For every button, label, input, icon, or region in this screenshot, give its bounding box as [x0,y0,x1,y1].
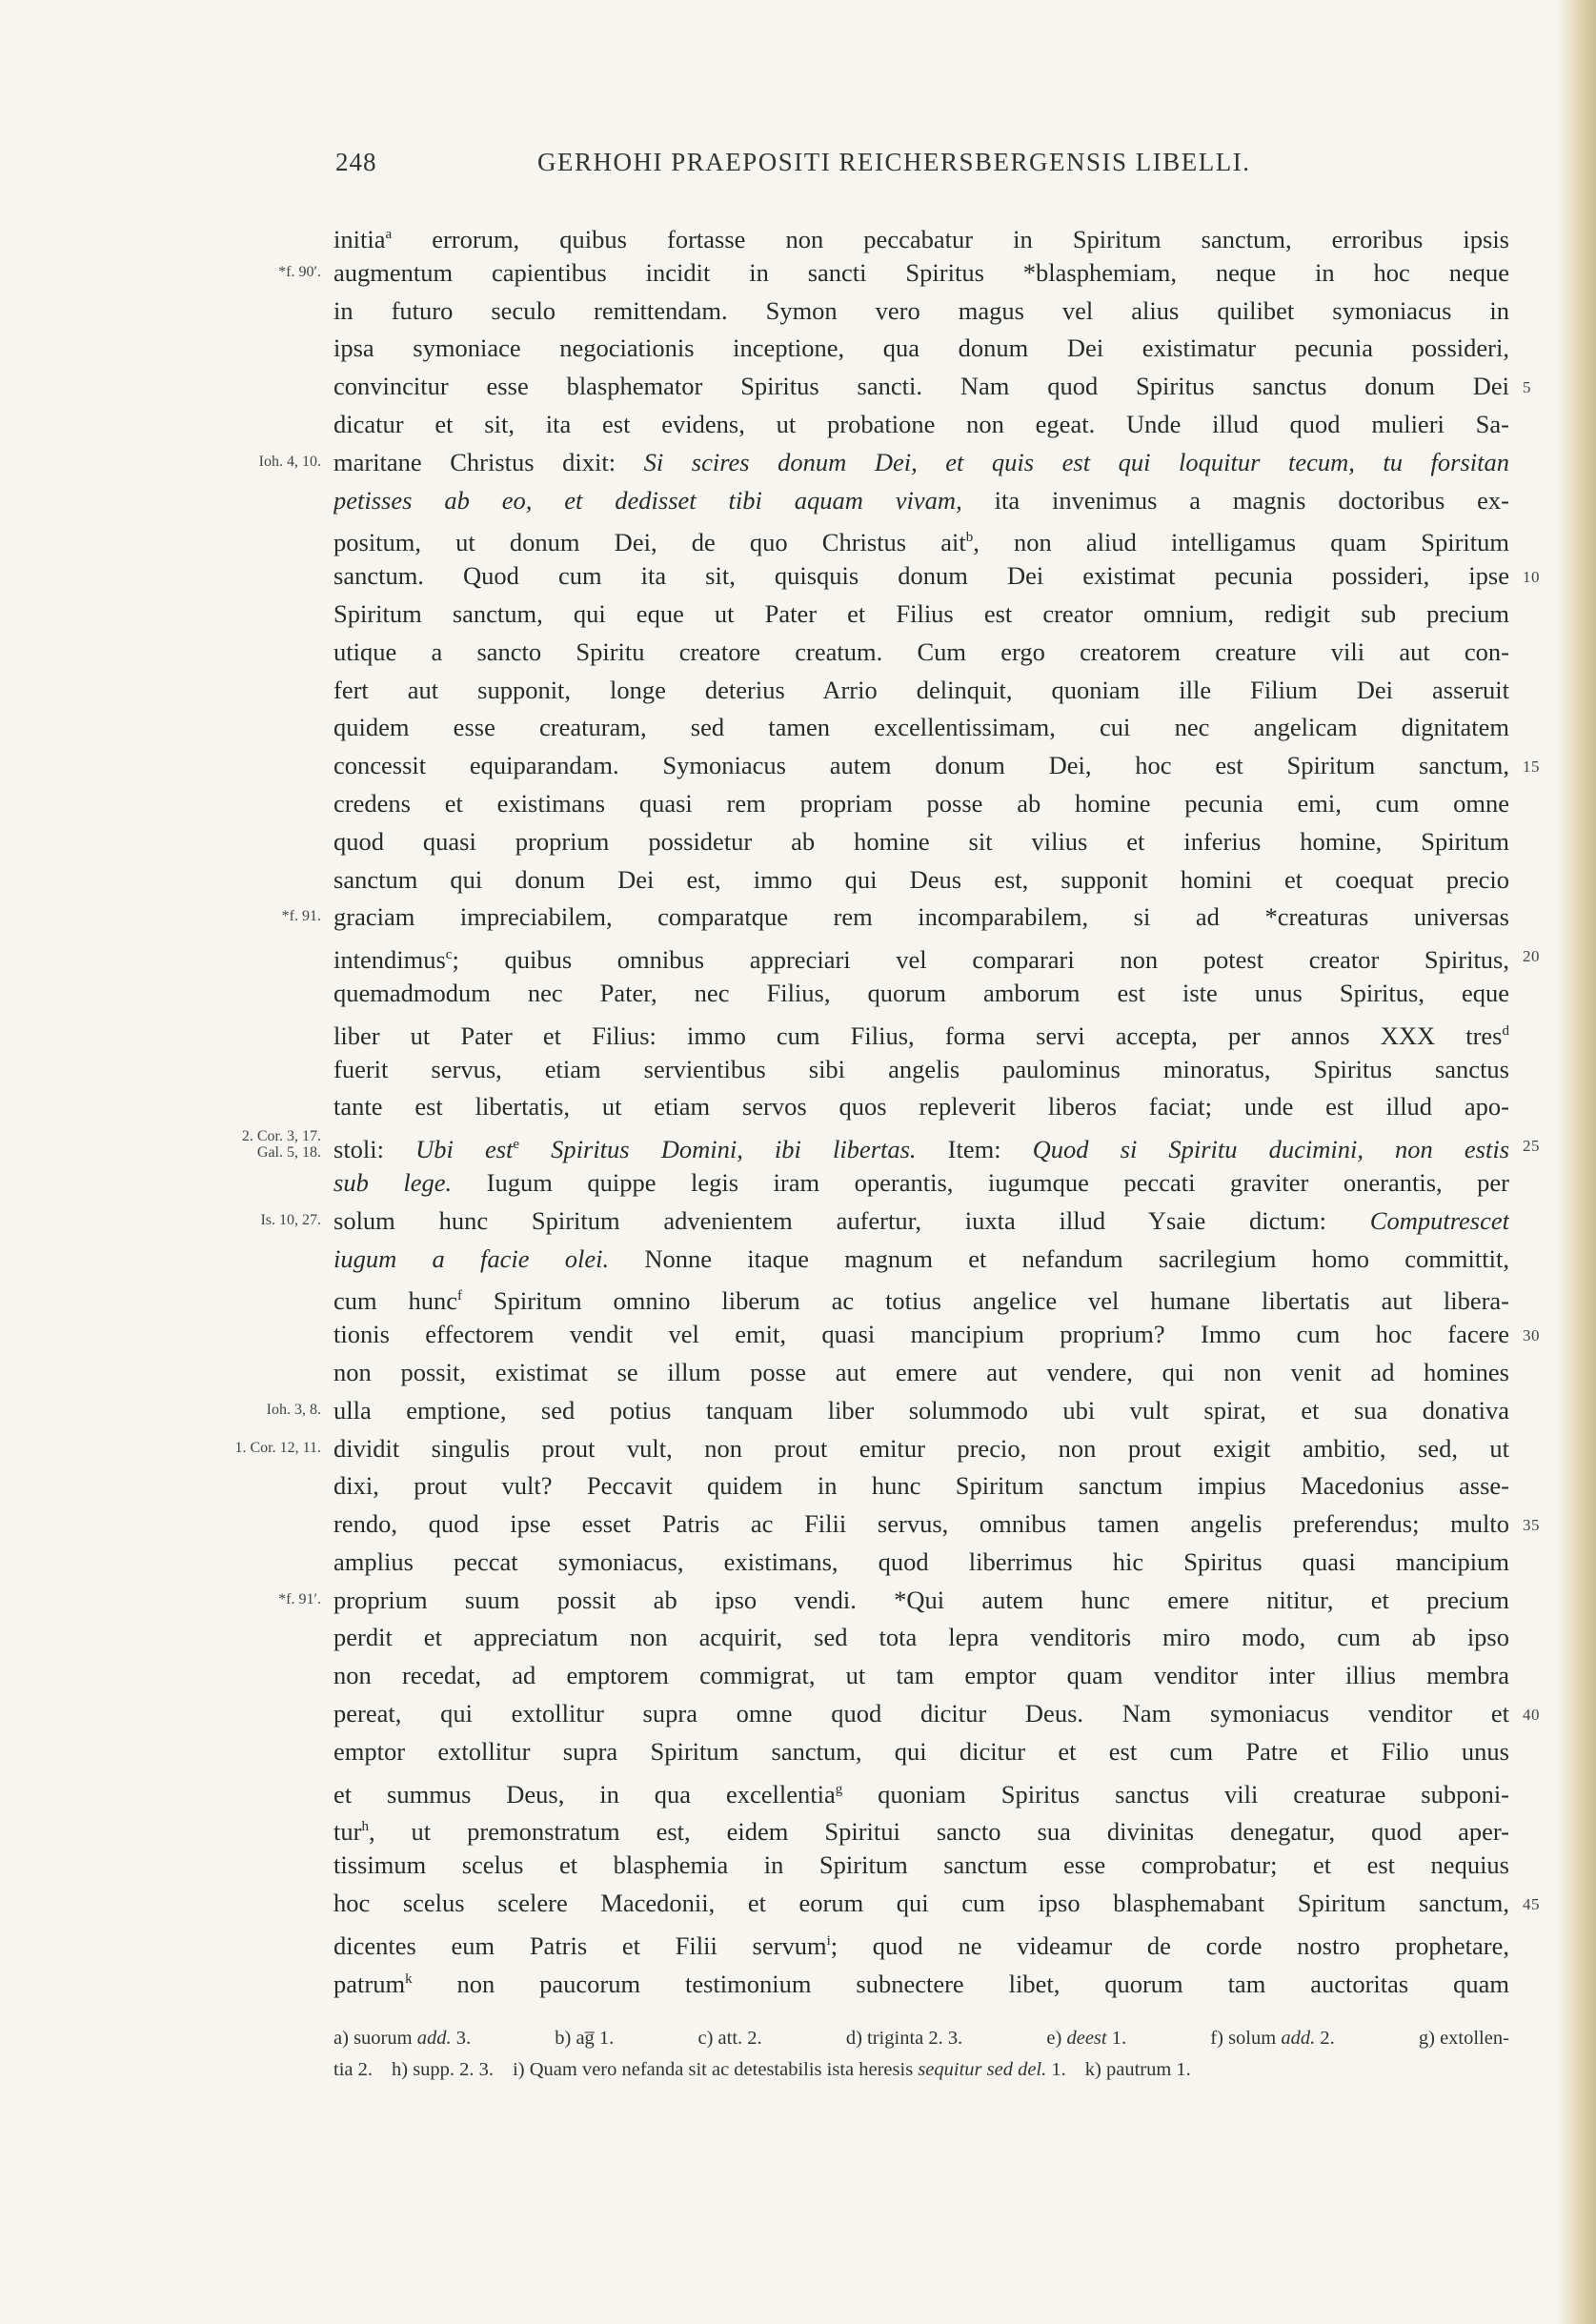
text-line [0,444,1596,482]
text-line [0,1619,1596,1657]
text-span: dicatur et sit, ita est evidens, ut probatione non egeat. Unde illud quod mulieri Sa- [333,409,1509,438]
footnote [697,2023,761,2054]
line-text [333,330,1509,368]
footnote-marker: c [445,947,453,963]
text-span: convincitur esse blasphemator Spiritus sancti. Nam quod Spiritus sanctus donum Dei [333,372,1509,401]
text-span: patrum [333,1969,406,1998]
line-text [333,1392,1509,1430]
line-text [333,1771,1509,1814]
margin-reference [242,1128,321,1161]
text-span: dicentes eum Patris et Filii servum [333,1930,827,1960]
line-text [333,519,1509,562]
text-span: proprium suum possit ab ipso vendi. *Qui autem hunc emere nititur, et precium [333,1585,1509,1614]
text-line [0,1733,1596,1771]
margin-reference-text: *f. 90′. [278,263,321,280]
text-line [0,975,1596,1013]
line-text [333,1430,1509,1468]
text-line [0,1923,1596,1961]
text-line [0,1241,1596,1279]
line-text [333,709,1509,747]
line-text [333,1051,1509,1089]
text-line [0,1088,1596,1126]
text-line [0,216,1596,254]
line-text [333,975,1509,1013]
text-span: quoniam Spiritus sanctus vili creaturae subponi- [842,1779,1509,1809]
text-line [0,482,1596,520]
italic-quotation: Spiritus Domini, ibi libertas. [519,1135,917,1164]
line-text [333,1657,1509,1695]
text-line [0,1430,1596,1468]
text-span: non possit, existimat se illum posse aut emere aut vendere, qui non venit ad homines [333,1357,1509,1386]
text-line [0,1657,1596,1695]
text-span: quidem esse creaturam, sed tamen excellentissimam, cui nec angelicam dignitatem [333,713,1509,742]
footnote-label: c) [697,2028,714,2049]
text-line [0,709,1596,747]
text-line [0,1961,1596,1999]
line-text [333,1202,1509,1241]
text-span: graciam impreciabilem, comparatque rem incomparabilem, si ad *creaturas universas [333,902,1509,932]
line-text [333,1126,1509,1169]
margin-reference-text: Ioh. 4, 10. [258,453,321,470]
line-number: 45 [1523,1895,1540,1914]
text-span: ulla emptione, sed potius tanquam liber solummodo ubi vult spirat, et sua donativa [333,1395,1509,1425]
footnote [1046,2023,1126,2054]
line-text [333,1847,1509,1885]
text-span: ; quibus omnibus appreciari vel comparari non potest creator Spiritus, [452,945,1509,975]
footnote-text: 2. [1320,2028,1335,2049]
text-line [0,1467,1596,1506]
footnote-text: solum [1228,2028,1277,2049]
text-span: tissimum scelus et blasphemia in Spiritum sanctum esse comprobatur; et est nequius [333,1850,1509,1880]
margin-reference [282,908,321,924]
line-text [333,672,1509,710]
italic-quotation: Computrescet [1369,1205,1509,1235]
text-span: sanctum qui donum Dei est, immo qui Deus est, supponit homini et coequat precio [333,864,1509,894]
text-span: ita invenimus a magnis doctoribus ex- [961,485,1509,515]
line-text [333,482,1509,520]
footnote [1419,2023,1509,2054]
text-span: quod quasi proprium possidetur ab homine sit vilius et inferius homine, Spiritum [333,826,1509,856]
footnote-label: k) [1084,2059,1101,2080]
line-text [333,1164,1509,1202]
margin-reference-text: Gal. 5, 18. [256,1144,321,1162]
text-line [0,1809,1596,1847]
footnote-text: suorum [354,2028,413,2049]
text-line [0,899,1596,937]
line-number: 10 [1523,568,1540,587]
margin-reference-text: *f. 91. [281,908,321,925]
footnote-text: tia 2. [333,2059,373,2080]
line-text [333,1354,1509,1392]
text-span: dixi, prout vult? Peccavit quidem in hunc Spiritum sanctum impius Macedonius asse- [333,1471,1509,1501]
margin-reference-text: 1. Cor. 12, 11. [234,1439,321,1456]
line-text [333,861,1509,899]
line-text [333,1923,1509,1966]
text-span: pereat, qui extollitur supra omne quod dicitur Deus. Nam symoniacus venditor et [333,1699,1509,1728]
text-span: Spiritum omnino liberum ac totius angelice vel humane libertatis aut libera- [462,1286,1509,1316]
text-span: ipsa symoniace negociationis inceptione, qua donum Dei existimatur pecunia possideri, [333,333,1509,363]
footnote-italic: deest [1066,2028,1107,2049]
footnote [333,2023,471,2054]
text-line [0,1013,1596,1051]
line-text [333,1088,1509,1126]
footnote-italic: add. [416,2028,452,2049]
footnote-text: ag̅ 1. [576,2028,615,2049]
italic-quotation: Ubi est [415,1135,514,1164]
text-line [0,368,1596,406]
text-span: solum hunc Spiritum advenientem aufertur, iuxta illud Ysaie dictum: [333,1205,1370,1235]
text-span: intendimus [333,945,446,975]
line-number: 40 [1523,1706,1540,1725]
line-text [333,634,1509,672]
text-line [0,1126,1596,1164]
running-header [335,148,1288,186]
footnote-marker: f [457,1288,463,1304]
text-line [0,596,1596,634]
line-text [333,1013,1509,1056]
line-text [333,1544,1509,1582]
italic-quotation: iugum a facie olei. [333,1243,610,1273]
text-line [0,1316,1596,1354]
line-text [333,406,1509,444]
line-text [333,823,1509,861]
footnote-italic: add. [1281,2028,1316,2049]
text-span: fuerit servus, etiam servientibus sibi angelis paulominus minoratus, Spiritus sanctus [333,1054,1509,1083]
text-line [0,330,1596,368]
text-span: initia [333,225,386,253]
footnote [373,2059,494,2080]
text-span: positum, ut donum Dei, de quo Christus ait [333,528,966,557]
line-number: 35 [1523,1516,1540,1535]
margin-reference [260,1212,321,1228]
text-span: in futuro seculo remittendam. Symon vero magus vel alius quilibet symoniacus in [333,295,1509,325]
footnote-row [333,2054,1509,2086]
text-line [0,406,1596,444]
line-text [333,1961,1509,2004]
text-line [0,1278,1596,1316]
text-span: Spiritum sanctum, qui eque ut Pater et Filius est creator omnium, redigit sub precium [333,598,1509,628]
line-text [333,557,1509,596]
text-line [0,785,1596,823]
footnote-label: b) [555,2028,572,2049]
line-text [333,899,1509,937]
text-line [0,747,1596,785]
margin-reference-text: 2. Cor. 3, 17. [241,1128,321,1145]
footnote-text: extollen- [1440,2028,1509,2049]
footnote-label: e) [1046,2028,1062,2049]
text-span: non paucorum testimonium subnectere libet, quorum tam auctoritas quam [412,1969,1509,1998]
line-text [333,1619,1509,1657]
line-text [333,596,1509,634]
text-span: quemadmodum nec Pater, nec Filius, quorum amborum est iste unus Spiritus, eque [333,978,1509,1007]
italic-quotation: petisses ab eo, et dedisset tibi aquam vivam, [333,485,962,515]
footnote-text: 1. [1051,2059,1066,2080]
footnote [1066,2059,1191,2080]
line-text [333,254,1509,293]
footnote-text: Quam vero nefanda sit ac detestabilis ista heresis [529,2059,914,2080]
text-span: non recedat, ad emptorem commigrat, ut tam emptor quam venditor inter illius membra [333,1661,1509,1690]
footnote-label: f) [1210,2028,1223,2049]
footnote-text: supp. 2. 3. [413,2059,495,2080]
page-number: 248 [335,148,377,176]
line-text [333,1582,1509,1620]
line-text [333,1885,1509,1923]
footnote-text: triginta 2. 3. [867,2028,963,2049]
text-span: cum hunc [333,1286,458,1316]
footnote-marker: k [405,1970,413,1987]
text-line [0,1695,1596,1733]
footnote [846,2023,962,2054]
line-text [333,785,1509,823]
italic-quotation: Quod si Spiritu ducimini, non estis [1032,1135,1509,1164]
running-title: GERHOHI PRAEPOSITI REICHERSBERGENSIS LIBELLI. [537,148,1251,176]
text-line [0,1164,1596,1202]
text-span: dividit singulis prout vult, non prout emitur precio, non prout exigit ambitio, sed, ut [333,1433,1509,1463]
italic-quotation: Si scires donum Dei, et quis est qui loquitur tecum, tu forsitan [643,447,1509,476]
line-number: 25 [1523,1137,1540,1156]
text-line [0,1544,1596,1582]
line-text [333,1278,1509,1321]
line-text [333,293,1509,331]
margin-reference [234,1440,321,1456]
footnote-marker: a [385,227,393,242]
margin-reference [278,264,321,280]
text-span: sanctum. Quod cum ita sit, quisquis donum Dei existimat pecunia possideri, ipse [333,561,1509,591]
footnote-text: 3. [455,2028,472,2049]
text-line [0,1771,1596,1809]
footnotes [333,2023,1509,2086]
text-line [0,1506,1596,1544]
text-span: maritane Christus dixit: [333,447,644,476]
margin-reference-text: Ioh. 3, 8. [266,1401,321,1418]
footnote-row [333,2023,1509,2054]
line-text [333,1506,1509,1544]
footnote-text: att. 2. [717,2028,762,2049]
text-span: Item: [916,1135,1033,1164]
text-span: tur [333,1817,362,1847]
footnote-italic: sequitur sed del. [918,2059,1047,2080]
text-span: augmentum capientibus incidit in sancti Spiritus *blasphemiam, neque in hoc neque [333,257,1509,287]
text-line [0,1354,1596,1392]
margin-reference-text: *f. 91′. [278,1590,321,1607]
text-line [0,1392,1596,1430]
text-span: emptor extollitur supra Spiritum sanctum, qui dicitur et est cum Patre et Filio unus [333,1736,1509,1766]
line-text [333,1695,1509,1733]
text-span: concessit equiparandam. Symoniacus autem donum Dei, hoc est Spiritum sanctum, [333,751,1509,780]
text-line [0,254,1596,293]
footnote-marker: b [965,530,974,546]
footnote-marker: h [361,1819,369,1835]
line-text [333,1733,1509,1771]
line-text [333,747,1509,785]
line-number: 15 [1523,758,1540,777]
text-span: stoli: [333,1135,416,1164]
text-span: , ut premonstratum est, eidem Spiritui sancto sua divinitas denegatur, quod aper- [368,1817,1509,1847]
text-span: Nonne itaque magnum et nefandum sacrilegium homo committit, [609,1243,1509,1273]
line-text [333,1467,1509,1506]
text-span: liber ut Pater et Filius: immo cum Filius, forma servi accepta, per annos XXX tres [333,1021,1503,1050]
margin-reference-text: Is. 10, 27. [260,1211,321,1228]
footnote-label: h) [392,2059,409,2080]
footnote-marker: i [826,1932,831,1949]
margin-reference [267,1402,321,1418]
footnote-text: pautrum 1. [1105,2059,1191,2080]
text-span: errorum, quibus fortasse non peccabatur in Spiritum sanctum, erroribus ipsis [392,225,1509,253]
footnote [1210,2023,1334,2054]
text-line [0,861,1596,899]
footnote-marker: d [1502,1022,1509,1039]
text-line [0,634,1596,672]
text-span: Iugum quippe legis iram operantis, iugumque peccati graviter onerantis, per [452,1167,1509,1197]
text-line [0,1202,1596,1241]
text-span: credens et existimans quasi rem propriam posse ab homine pecunia emi, cum omne [333,788,1509,818]
text-span: amplius peccat symoniacus, existimans, quod liberrimus hic Spiritus quasi mancipium [333,1546,1509,1576]
italic-quotation: sub lege. [333,1167,453,1197]
footnote-label: d) [845,2028,862,2049]
main-text [0,216,1596,1998]
line-text [333,1809,1509,1851]
text-span: utique a sancto Spiritu creatore creatum. Cum ergo creatorem creature vili aut con- [333,637,1509,666]
text-line [0,672,1596,710]
text-span: perdit et appreciatum non acquirit, sed tota lepra venditoris miro modo, cum ab ipso [333,1623,1509,1652]
text-line [0,1582,1596,1620]
text-line [0,519,1596,557]
text-line [0,823,1596,861]
footnote-text: 1. [1111,2028,1127,2049]
text-span: tante est libertatis, ut etiam servos quos repleverit liberos faciat; unde est illud apo- [333,1092,1509,1122]
text-line [0,557,1596,596]
footnote-label: g) [1418,2028,1435,2049]
line-text [333,216,1509,259]
text-line [0,1885,1596,1923]
text-span: tionis effectorem vendit vel emit, quasi mancipium proprium? Immo cum hoc facere [333,1320,1509,1349]
line-number: 5 [1523,378,1531,397]
line-text [333,368,1509,406]
footnote [333,2059,373,2080]
text-span: rendo, quod ipse esset Patris ac Filii servus, omnibus tamen angelis preferendus; multo [333,1509,1509,1539]
margin-reference [259,454,321,470]
footnote-label: i) [513,2059,525,2080]
line-text [333,937,1509,980]
footnote-label: a) [333,2028,349,2049]
footnote-marker: g [835,1781,843,1797]
text-span: et summus Deus, in qua excellentia [333,1779,836,1809]
line-text [333,444,1509,482]
text-span: fert aut supponit, longe deterius Arrio delinquit, quoniam ille Filium Dei asseruit [333,675,1509,704]
line-number: 30 [1523,1326,1540,1345]
text-line [0,1847,1596,1885]
footnote [494,2059,1066,2080]
margin-reference [278,1591,321,1607]
line-text [333,1316,1509,1354]
line-number: 20 [1523,947,1540,966]
line-text [333,1241,1509,1279]
text-span: ; quod ne videamur de corde nostro prophetare, [830,1930,1509,1960]
text-span: , non aliud intelligamus quam Spiritum [973,528,1509,557]
text-line [0,1051,1596,1089]
text-line [0,293,1596,331]
footnote [555,2023,614,2054]
footnote-marker: e [513,1137,520,1153]
text-line [0,937,1596,975]
text-span: hoc scelus scelere Macedonii, et eorum qui cum ipso blasphemabant Spiritum sanctum, [333,1889,1509,1918]
